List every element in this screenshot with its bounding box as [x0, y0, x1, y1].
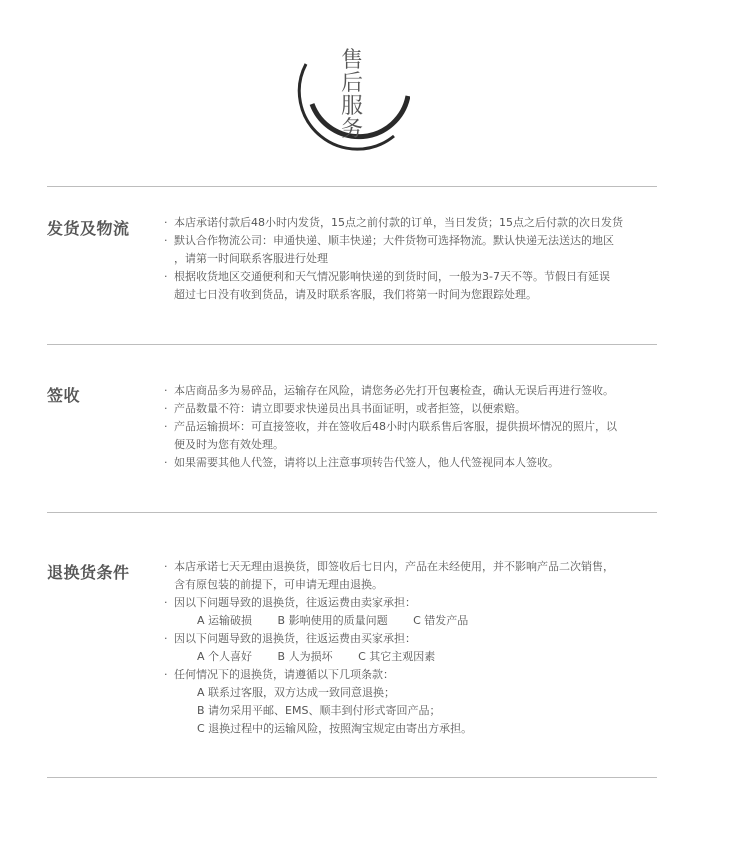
option-item: A 运输破损 [197, 614, 253, 627]
term-item: A 联系过客服，双方达成一致同意退换； [197, 686, 396, 699]
divider [47, 186, 657, 187]
option-item: C 错发产品 [413, 614, 469, 627]
list-item: · 本店承诺付款后48小时内发货，15点之前付款的订单，当日发货；15点之后付款的次日发货 [164, 214, 664, 232]
list-item: · 默认合作物流公司：申通快递、顺丰快递；大件货物可选择物流。默认快递无法送达的地区 [164, 232, 664, 250]
divider [47, 777, 657, 778]
term-item: C 退换过程中的运输风险，按照淘宝规定由寄出方承担。 [197, 722, 473, 735]
option-item: A 个人喜好 [197, 650, 253, 663]
list-item: · 产品数量不符：请立即要求快递员出具书面证明，或者拒签，以便索赔。 [164, 400, 664, 418]
list-item: · 根据收货地区交通便利和天气情况影响快递的到货时间，一般为3-7天不等。节假日有延误 [164, 268, 664, 286]
section-body-shipping [164, 214, 664, 304]
list-item: · 本店商品多为易碎品，运输存在风险，请您务必先打开包裹检查，确认无误后再进行签收。 [164, 382, 664, 400]
section-body-returns [164, 558, 664, 738]
option-item: B 人为损坏 [277, 650, 333, 663]
list-item-continuation: 便及时为您有效处理。 [174, 438, 284, 451]
section-title-signing: 签收 [47, 386, 81, 405]
seller-options [164, 612, 664, 630]
list-item: · 产品运输损坏：可直接签收，并在签收后48小时内联系售后客服，提供损坏情况的照片，以 [164, 418, 664, 436]
list-item-continuation: ，请第一时间联系客服进行处理 [174, 252, 328, 265]
emblem-title: 售 后 服 务 [340, 48, 363, 142]
option-item: B 影响使用的质量问题 [277, 614, 388, 627]
section-title-shipping: 发货及物流 [47, 219, 130, 238]
list-item: · 任何情况下的退换货，请遵循以下几项条款： [164, 666, 664, 684]
divider [47, 344, 657, 345]
divider [47, 512, 657, 513]
list-item: · 如果需要其他人代签，请将以上注意事项转告代签人，他人代签视同本人签收。 [164, 454, 664, 472]
list-item: · 因以下问题导致的退换货，往返运费由买家承担： [164, 630, 664, 648]
buyer-options [164, 648, 664, 666]
section-body-signing [164, 382, 664, 472]
term-item: B 请勿采用平邮、EMS、顺丰到付形式寄回产品； [197, 704, 441, 717]
list-item: · 本店承诺七天无理由退换货，即签收后七日内，产品在未经使用，并不影响产品二次销售， [164, 558, 664, 576]
list-item-continuation: 超过七日没有收到货品，请及时联系客服，我们将第一时间为您跟踪处理。 [174, 288, 537, 301]
option-item: C 其它主观因素 [358, 650, 436, 663]
section-title-returns: 退换货条件 [47, 563, 130, 582]
list-item: · 因以下问题导致的退换货，往返运费由卖家承担： [164, 594, 664, 612]
list-item-continuation: 含有原包装的前提下，可申请无理由退换。 [174, 578, 383, 591]
after-sales-emblem [290, 44, 410, 154]
